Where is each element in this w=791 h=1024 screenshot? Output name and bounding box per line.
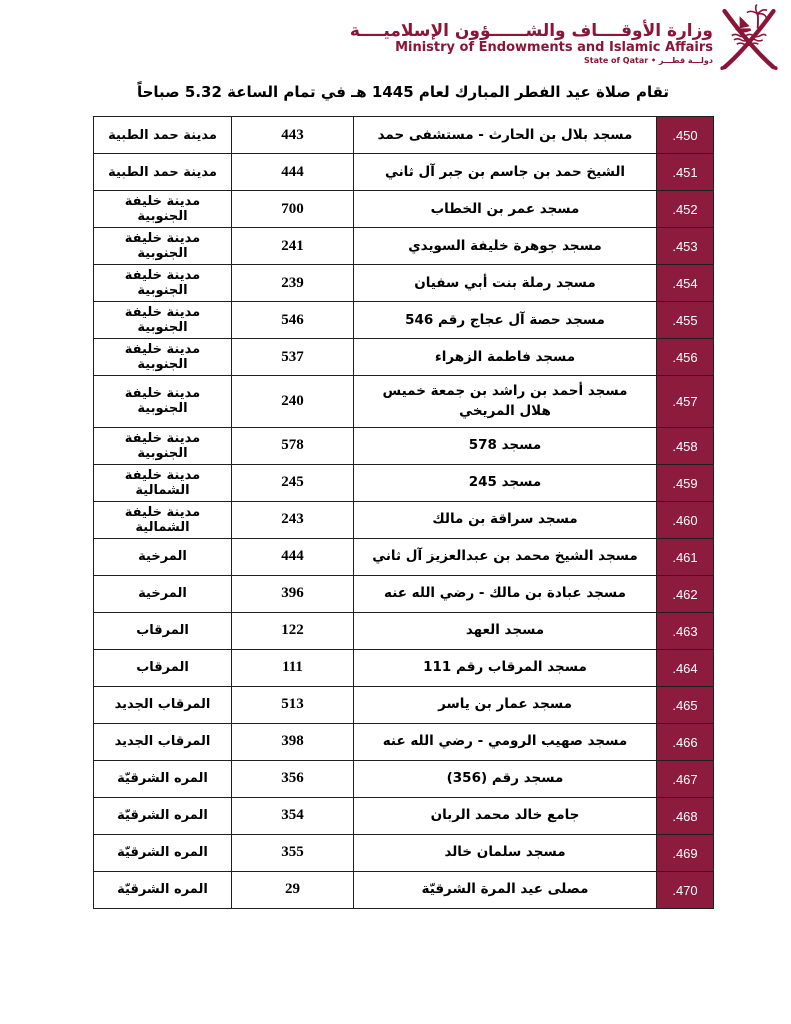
mosque-name-cell: مسجد عمر بن الخطاب [354,191,657,228]
row-number-cell: .461 [657,538,714,575]
table-row [94,427,714,464]
worshippers-count-cell: 443 [232,117,354,154]
row-number-cell: .463 [657,612,714,649]
table-row [94,575,714,612]
zone-cell: مدينة خليفة الجنوبية [94,228,232,265]
zone-cell: مدينة خليفة الجنوبية [94,376,232,428]
worshippers-count-cell: 122 [232,612,354,649]
ministry-letterhead [350,22,713,67]
row-number-cell: .467 [657,760,714,797]
mosque-name-cell: مسجد حصة آل عجاج رقم 546 [354,302,657,339]
mosque-name-cell: مسجد عمار بن ياسر [354,686,657,723]
table-row [94,339,714,376]
zone-cell: مدينة حمد الطبية [94,154,232,191]
zone-cell: مدينة خليفة الجنوبية [94,191,232,228]
qatar-emblem-icon [713,2,785,72]
worshippers-count-cell: 355 [232,834,354,871]
row-number-cell: .460 [657,501,714,538]
table-row [94,501,714,538]
mosque-name-cell: جامع خالد محمد الربان [354,797,657,834]
worshippers-count-cell: 240 [232,376,354,428]
zone-cell: المره الشرقيّة [94,834,232,871]
table-row [94,723,714,760]
worshippers-count-cell: 29 [232,871,354,908]
mosque-name-cell: مسجد سراقة بن مالك [354,501,657,538]
worshippers-count-cell: 700 [232,191,354,228]
table-row [94,302,714,339]
table-row [94,834,714,871]
mosque-name-cell: مسجد جوهرة خليفة السويدي [354,228,657,265]
mosque-name-cell: مسجد عبادة بن مالك - رضي الله عنه [354,575,657,612]
zone-cell: مدينة خليفة الجنوبية [94,427,232,464]
zone-cell: مدينة خليفة الشمالية [94,464,232,501]
zone-cell: المره الشرقيّة [94,760,232,797]
state-of-qatar-line: دولـــة قطـــر • State of Qatar [584,56,713,66]
row-number-cell: .468 [657,797,714,834]
row-number-cell: .469 [657,834,714,871]
mosque-name-cell: مسجد أحمد بن راشد بن جمعة خميس هلال المريخي [354,376,657,428]
row-number-cell: .462 [657,575,714,612]
row-number-cell: .452 [657,191,714,228]
row-number-cell: .470 [657,871,714,908]
worshippers-count-cell: 111 [232,649,354,686]
zone-cell: المرقاب الجديد [94,723,232,760]
worshippers-count-cell: 239 [232,265,354,302]
table-row [94,191,714,228]
zone-cell: المره الشرقيّة [94,797,232,834]
worshippers-count-cell: 354 [232,797,354,834]
worshippers-count-cell: 243 [232,501,354,538]
zone-cell: المرقاب الجديد [94,686,232,723]
mosque-name-cell: مسجد بلال بن الحارث - مستشفى حمد [354,117,657,154]
zone-cell: المرخية [94,575,232,612]
ministry-name-arabic: وزارة الأوقــــاف والشــــــؤون الإسلاميــــة [349,20,713,41]
worshippers-count-cell: 396 [232,575,354,612]
worshippers-count-cell: 444 [232,538,354,575]
worshippers-count-cell: 513 [232,686,354,723]
zone-cell: مدينة خليفة الجنوبية [94,302,232,339]
table-row [94,117,714,154]
mosque-name-cell: مصلى عيد المرة الشرقيّة [354,871,657,908]
zone-cell: المرخية [94,538,232,575]
mosque-name-cell: مسجد العهد [354,612,657,649]
page-title: تقام صلاة عيد الفطر المبارك لعام 1445 هـ في تمام الساعة 5.32 صباحاً [136,83,670,101]
mosque-name-cell: مسجد المرقاب رقم 111 [354,649,657,686]
table-row [94,686,714,723]
table-row [94,265,714,302]
mosque-name-cell: الشيخ حمد بن جاسم بن جبر آل ثاني [354,154,657,191]
mosque-name-cell: مسجد الشيخ محمد بن عبدالعزيز آل ثاني [354,538,657,575]
row-number-cell: .464 [657,649,714,686]
mosque-name-cell: مسجد رقم (356) [354,760,657,797]
zone-cell: المرقاب [94,649,232,686]
ministry-name-english: Ministry of Endowments and Islamic Affairs [395,40,713,56]
row-number-cell: .457 [657,376,714,428]
mosque-name-cell: مسجد رملة بنت أبي سفيان [354,265,657,302]
mosque-name-cell: مسجد صهيب الرومي - رضي الله عنه [354,723,657,760]
row-number-cell: .458 [657,427,714,464]
row-number-cell: .456 [657,339,714,376]
table-row [94,760,714,797]
worshippers-count-cell: 537 [232,339,354,376]
worshippers-count-cell: 444 [232,154,354,191]
table-row [94,154,714,191]
mosque-table-body [94,117,714,909]
zone-cell: مدينة خليفة الشمالية [94,501,232,538]
table-row [94,228,714,265]
table-row [94,538,714,575]
table-row [94,376,714,428]
table-row [94,464,714,501]
row-number-cell: .459 [657,464,714,501]
mosque-name-cell: مسجد فاطمة الزهراء [354,339,657,376]
table-row [94,649,714,686]
mosque-name-cell: مسجد 578 [354,427,657,464]
worshippers-count-cell: 241 [232,228,354,265]
table-row [94,612,714,649]
row-number-cell: .466 [657,723,714,760]
worshippers-count-cell: 245 [232,464,354,501]
zone-cell: المره الشرقيّة [94,871,232,908]
row-number-cell: .455 [657,302,714,339]
row-number-cell: .465 [657,686,714,723]
mosque-table [93,116,714,909]
row-number-cell: .450 [657,117,714,154]
zone-cell: المرقاب [94,612,232,649]
row-number-cell: .453 [657,228,714,265]
table-row [94,871,714,908]
table-row [94,797,714,834]
zone-cell: مدينة خليفة الجنوبية [94,265,232,302]
zone-cell: مدينة حمد الطبية [94,117,232,154]
worshippers-count-cell: 356 [232,760,354,797]
row-number-cell: .451 [657,154,714,191]
worshippers-count-cell: 398 [232,723,354,760]
mosque-name-cell: مسجد 245 [354,464,657,501]
row-number-cell: .454 [657,265,714,302]
zone-cell: مدينة خليفة الجنوبية [94,339,232,376]
document-header [344,2,785,72]
worshippers-count-cell: 578 [232,427,354,464]
mosque-name-cell: مسجد سلمان خالد [354,834,657,871]
worshippers-count-cell: 546 [232,302,354,339]
